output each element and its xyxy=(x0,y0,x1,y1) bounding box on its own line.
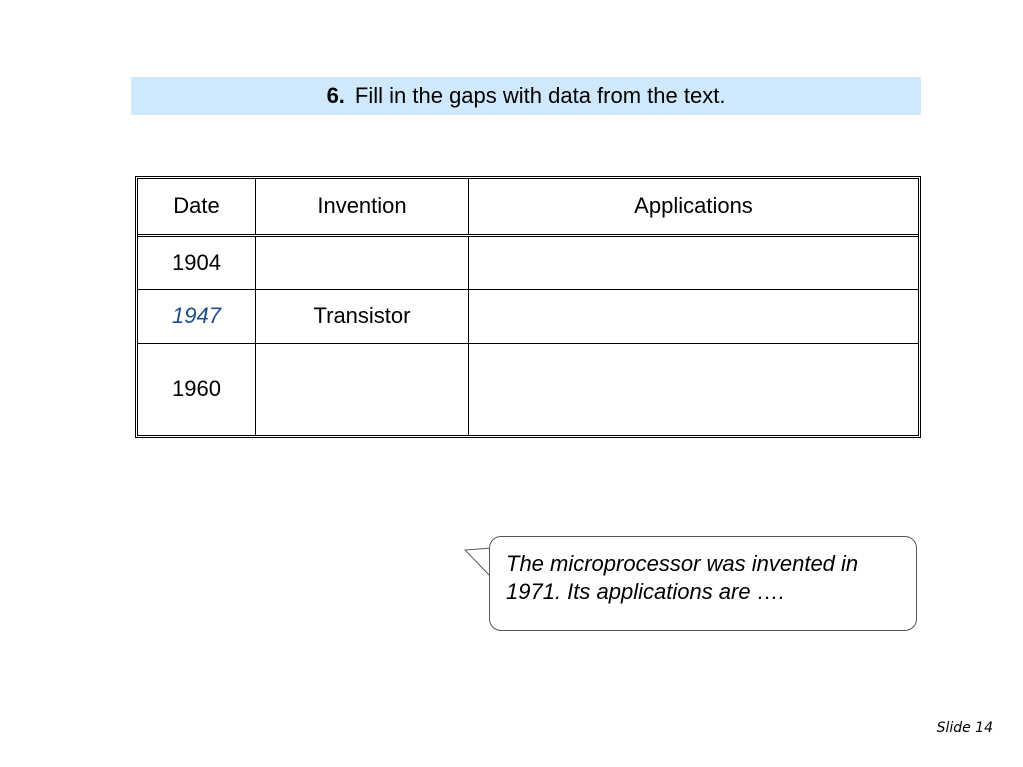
invention-cell[interactable] xyxy=(256,343,469,435)
date-cell: 1947 xyxy=(138,289,256,343)
table-row xyxy=(138,289,918,343)
header-applications: Applications xyxy=(469,179,919,235)
invention-cell[interactable] xyxy=(256,235,469,289)
speech-bubble-text: The microprocessor was invented in 1971. Its applications are …. xyxy=(506,551,859,604)
applications-cell[interactable] xyxy=(469,289,919,343)
date-cell: 1904 xyxy=(138,235,256,289)
speech-bubble xyxy=(489,536,917,631)
instruction-banner xyxy=(131,77,921,115)
instruction-text: Fill in the gaps with data from the text. xyxy=(354,83,726,108)
date-cell: 1960 xyxy=(138,343,256,435)
exercise-number: 6. xyxy=(326,83,345,108)
header-invention: Invention xyxy=(256,179,469,235)
applications-cell[interactable] xyxy=(469,235,919,289)
table-row xyxy=(138,343,918,435)
gap-fill-table xyxy=(135,176,921,438)
invention-cell: Transistor xyxy=(256,289,469,343)
slide-number: Slide 14 xyxy=(936,720,993,736)
table-row xyxy=(138,235,918,289)
header-date: Date xyxy=(138,179,256,235)
applications-cell[interactable] xyxy=(469,343,919,435)
table-header-row xyxy=(138,179,918,235)
